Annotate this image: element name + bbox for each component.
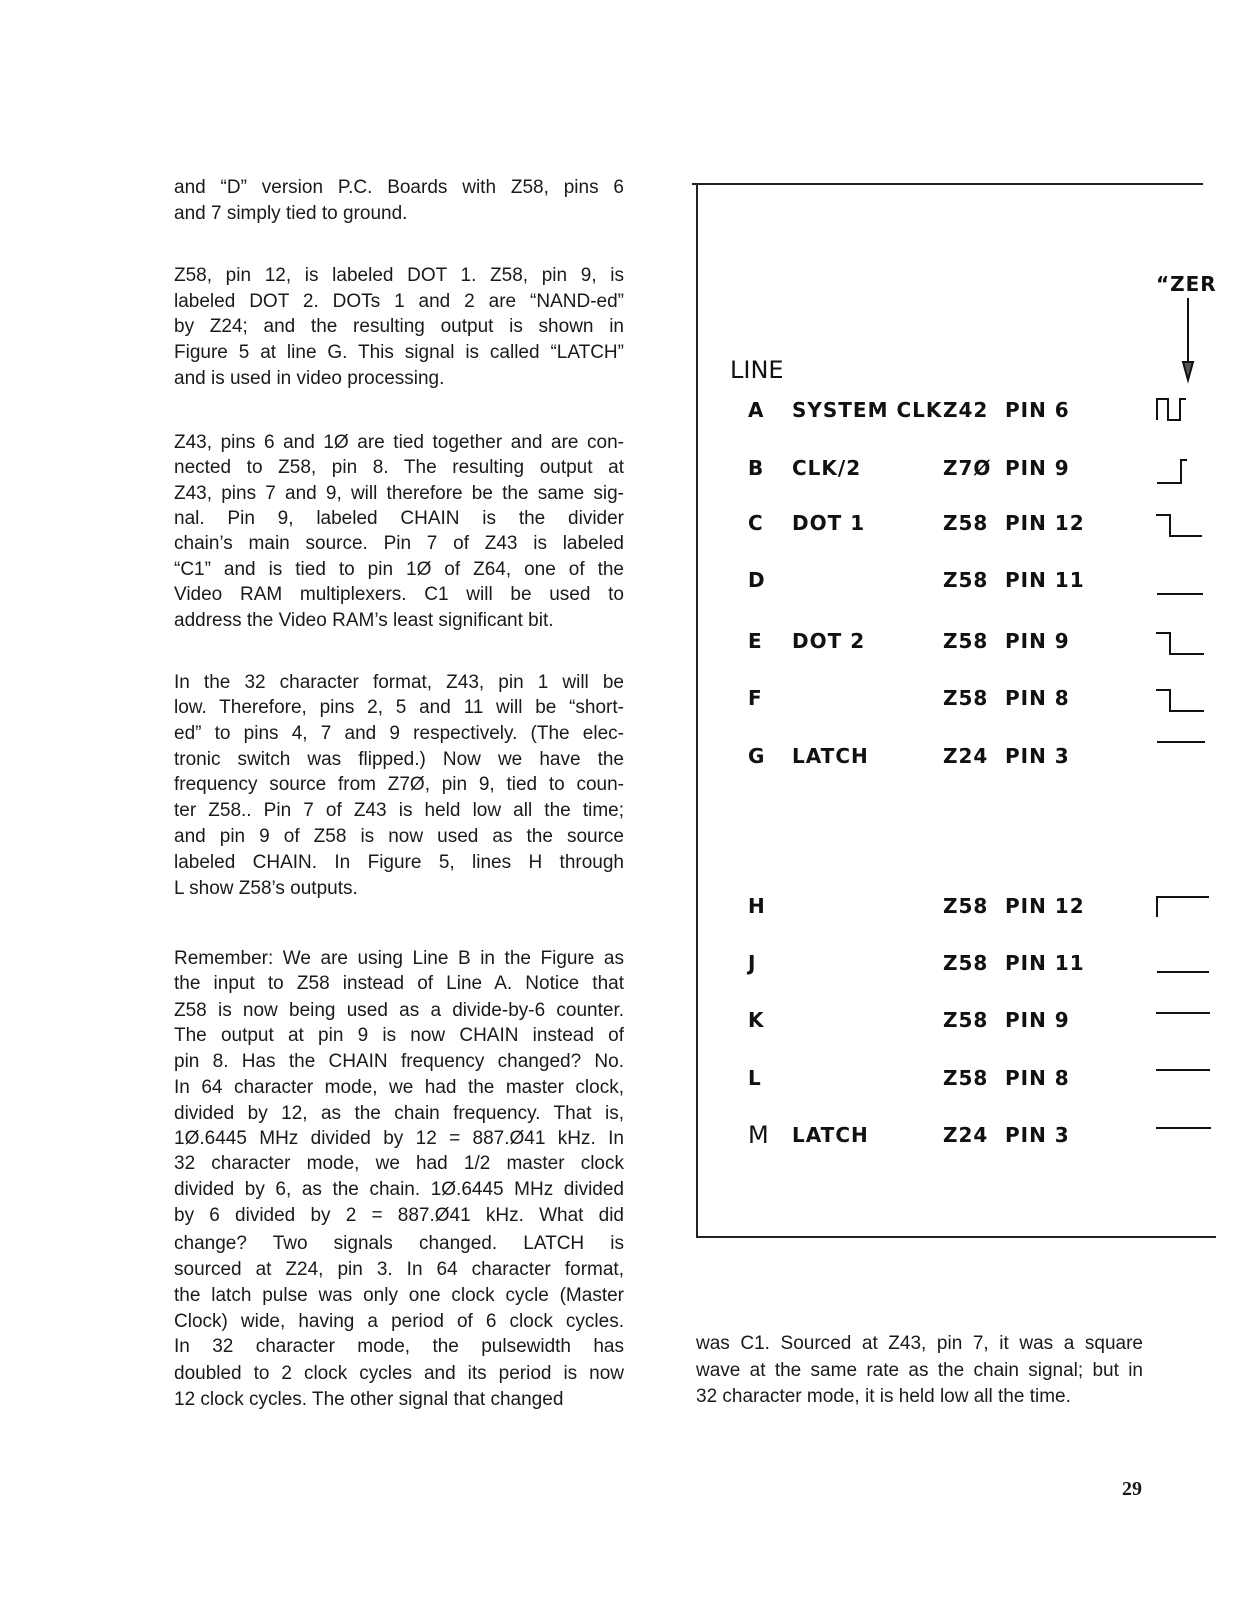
text-line: labeled DOT 2. DOTs 1 and 2 are “NAND-ed” <box>174 291 624 312</box>
text-line: Z43, pins 6 and 1Ø are tied together and are con- <box>174 432 624 453</box>
text-line: nal. Pin 9, labeled CHAIN is the divider <box>174 508 624 529</box>
text-line: sourced at Z24, pin 3. In 64 character format, <box>174 1259 624 1280</box>
row-line: K <box>748 1008 765 1032</box>
text-line: In 64 character mode, we had the master clock, <box>174 1077 624 1098</box>
row-chip: Z58 <box>943 894 989 918</box>
row-line: J <box>748 951 757 975</box>
text-line: 32 character mode, it is held low all the time. <box>696 1386 1071 1407</box>
row-pin: PIN 8 <box>1005 686 1070 710</box>
row-pin: PIN 8 <box>1005 1066 1070 1090</box>
text-line: the latch pulse was only one clock cycle (Master <box>174 1285 624 1306</box>
text-line: and 7 simply tied to ground. <box>174 203 408 224</box>
waveform-a <box>1157 399 1186 420</box>
figure-left-border <box>696 183 698 1238</box>
text-line: the input to Z58 instead of Line A. Notice that <box>174 973 624 994</box>
row-chip: Z42 <box>943 398 989 422</box>
waveform-h <box>1157 897 1209 917</box>
row-signal: SYSTEM CLK <box>792 398 943 422</box>
text-line: change? Two signals changed. LATCH is <box>174 1233 624 1254</box>
row-pin: PIN 9 <box>1005 1008 1070 1032</box>
text-line: by 6 divided by 2 = 887.Ø41 kHz. What did <box>174 1205 624 1226</box>
page-number: 29 <box>1122 1478 1142 1500</box>
text-line: tronic switch was flipped.) Now we have the <box>174 749 624 770</box>
text-line: Z58, pin 12, is labeled DOT 1. Z58, pin 9, is <box>174 265 624 286</box>
row-chip: Z58 <box>943 1066 989 1090</box>
row-signal: DOT 2 <box>792 629 866 653</box>
row-line: A <box>748 398 765 422</box>
row-pin: PIN 12 <box>1005 511 1085 535</box>
text-line: 12 clock cycles. The other signal that changed <box>174 1389 564 1410</box>
text-line: and is used in video processing. <box>174 368 445 389</box>
row-pin: PIN 9 <box>1005 456 1070 480</box>
waveform-f <box>1156 690 1204 711</box>
row-line: C <box>748 511 764 535</box>
row-signal: LATCH <box>792 1123 869 1147</box>
text-line: In the 32 character format, Z43, pin 1 will be <box>174 672 624 693</box>
row-chip: Z58 <box>943 568 989 592</box>
text-line: ter Z58.. Pin 7 of Z43 is held low all the time; <box>174 800 624 821</box>
text-line: was C1. Sourced at Z43, pin 7, it was a square <box>696 1333 1143 1354</box>
text-line: frequency source from Z7Ø, pin 9, tied to coun- <box>174 774 624 795</box>
row-pin: PIN 9 <box>1005 629 1070 653</box>
row-chip: Z24 <box>943 1123 989 1147</box>
text-line: low. Therefore, pins 2, 5 and 11 will be “short- <box>174 697 624 718</box>
row-pin: PIN 3 <box>1005 744 1070 768</box>
figure-bottom-border <box>696 1236 1216 1238</box>
row-line: M <box>748 1121 770 1149</box>
text-line: labeled CHAIN. In Figure 5, lines H through <box>174 852 624 873</box>
figure-line-header: LINE <box>730 356 784 384</box>
row-line: G <box>748 744 766 768</box>
text-line: L show Z58’s outputs. <box>174 878 358 899</box>
text-line: 1Ø.6445 MHz divided by 12 = 887.Ø41 kHz. In <box>174 1128 624 1149</box>
text-line: pin 8. Has the CHAIN frequency changed? No. <box>174 1051 624 1072</box>
text-line: address the Video RAM’s least significant bit. <box>174 610 554 631</box>
text-line: divided by 6, as the chain. 1Ø.6445 MHz divided <box>174 1179 624 1200</box>
row-line: H <box>748 894 766 918</box>
waveform-e <box>1156 633 1204 654</box>
text-line: divided by 12, as the chain frequency. That is, <box>174 1103 624 1124</box>
zero-arrow-head-icon <box>1183 362 1193 380</box>
text-line: and pin 9 of Z58 is now used as the source <box>174 826 624 847</box>
row-line: D <box>748 568 766 592</box>
text-line: Clock) wide, having a period of 6 clock cycles. <box>174 1311 624 1332</box>
text-line: Video RAM multiplexers. C1 will be used to <box>174 584 624 605</box>
row-chip: Z24 <box>943 744 989 768</box>
row-chip: Z58 <box>943 1008 989 1032</box>
waveform-c <box>1156 515 1202 536</box>
text-line: Figure 5 at line G. This signal is called “LATCH” <box>174 342 624 363</box>
row-chip: Z58 <box>943 511 989 535</box>
row-pin: PIN 12 <box>1005 894 1085 918</box>
zero-label: “ZER <box>1156 272 1217 296</box>
text-line: wave at the same rate as the chain signal; but in <box>696 1360 1143 1381</box>
row-chip: Z7Ø <box>943 456 992 480</box>
row-line: E <box>748 629 763 653</box>
waveform-b <box>1157 460 1187 483</box>
text-line: The output at pin 9 is now CHAIN instead of <box>174 1025 624 1046</box>
text-line: doubled to 2 clock cycles and its period is now <box>174 1363 624 1384</box>
row-line: L <box>748 1066 762 1090</box>
text-line: by Z24; and the resulting output is shown in <box>174 316 624 337</box>
row-chip: Z58 <box>943 951 989 975</box>
row-signal: DOT 1 <box>792 511 866 535</box>
text-line: 32 character mode, we had 1/2 master clock <box>174 1153 624 1174</box>
row-signal: CLK/2 <box>792 456 862 480</box>
row-chip: Z58 <box>943 686 989 710</box>
row-chip: Z58 <box>943 629 989 653</box>
text-line: Z43, pins 7 and 9, will therefore be the same sig- <box>174 483 624 504</box>
row-pin: PIN 11 <box>1005 568 1085 592</box>
text-line: chain’s main source. Pin 7 of Z43 is labeled <box>174 533 624 554</box>
text-line: “C1” and is tied to pin 1Ø of Z64, one of the <box>174 559 624 580</box>
row-signal: LATCH <box>792 744 869 768</box>
text-line: Remember: We are using Line B in the Figure as <box>174 948 624 969</box>
text-line: ed” to pins 4, 7 and 9 respectively. (The elec- <box>174 723 624 744</box>
text-line: In 32 character mode, the pulsewidth has <box>174 1336 624 1357</box>
row-pin: PIN 6 <box>1005 398 1070 422</box>
row-pin: PIN 11 <box>1005 951 1085 975</box>
row-line: F <box>748 686 763 710</box>
text-line: nected to Z58, pin 8. The resulting output at <box>174 457 624 478</box>
row-line: B <box>748 456 765 480</box>
text-line: Z58 is now being used as a divide-by-6 counter. <box>174 1000 624 1021</box>
row-pin: PIN 3 <box>1005 1123 1070 1147</box>
figure-top-border <box>692 183 1203 185</box>
text-line: and “D” version P.C. Boards with Z58, pins 6 <box>174 177 624 198</box>
